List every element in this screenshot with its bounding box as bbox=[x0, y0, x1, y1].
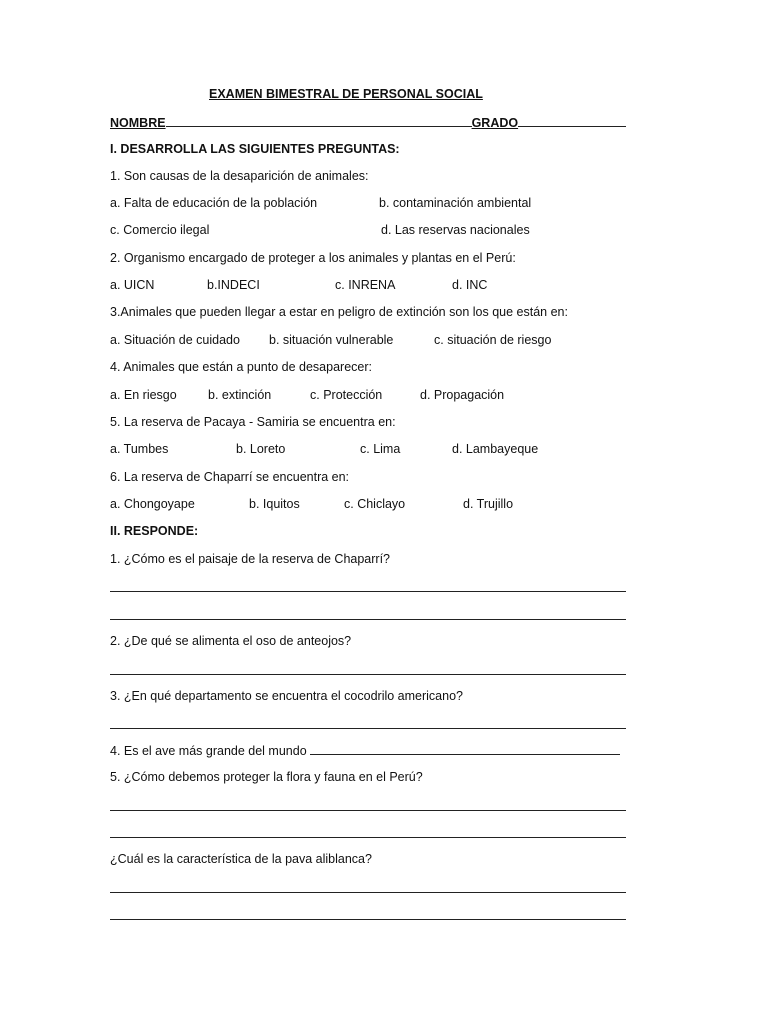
question-1-3-option-c: c. situación de riesgo bbox=[434, 333, 552, 347]
answer-line[interactable] bbox=[110, 892, 626, 893]
question-1-4-option-c: c. Protección bbox=[310, 388, 383, 402]
question-1-4-option-b: b. extinción bbox=[208, 388, 272, 402]
question-1-2: 2. Organismo encargado de proteger a los animales y plantas en el Perú: bbox=[110, 251, 516, 265]
question-2-2: 2. ¿De qué se alimenta el oso de anteojos? bbox=[110, 634, 352, 648]
section-1-heading: I. DESARROLLA LAS SIGUIENTES PREGUNTAS: bbox=[110, 142, 400, 156]
question-1-1-option-b: b. contaminación ambiental bbox=[379, 196, 532, 210]
question-1-6: 6. La reserva de Chaparrí se encuentra en: bbox=[110, 470, 350, 484]
question-2-5: 5. ¿Cómo debemos proteger la flora y fauna en el Perú? bbox=[110, 770, 423, 784]
answer-line[interactable] bbox=[110, 674, 626, 675]
name-field[interactable] bbox=[166, 114, 472, 127]
answer-field[interactable] bbox=[310, 742, 620, 755]
answer-line[interactable] bbox=[110, 591, 626, 592]
grade-label: GRADO bbox=[471, 116, 519, 130]
answer-line[interactable] bbox=[110, 810, 626, 811]
grade-field[interactable] bbox=[518, 114, 626, 127]
name-label: NOMBRE bbox=[110, 116, 166, 130]
question-1-6-option-a: a. Chongoyape bbox=[110, 497, 195, 511]
question-1-5-option-a: a. Tumbes bbox=[110, 442, 169, 456]
exam-title: EXAMEN BIMESTRAL DE PERSONAL SOCIAL bbox=[209, 87, 483, 101]
question-1-5-option-c: c. Lima bbox=[360, 442, 401, 456]
question-1-5-option-b: b. Loreto bbox=[236, 442, 286, 456]
question-1-1: 1. Son causas de la desaparición de animales: bbox=[110, 169, 369, 183]
question-1-4: 4. Animales que están a punto de desaparecer: bbox=[110, 360, 372, 374]
question-1-6-option-b: b. Iquitos bbox=[249, 497, 300, 511]
question-1-1-option-a: a. Falta de educación de la población bbox=[110, 196, 318, 210]
question-1-2-option-b: b.INDECI bbox=[207, 278, 260, 292]
question-1-4-option-d: d. Propagación bbox=[420, 388, 505, 402]
answer-line[interactable] bbox=[110, 837, 626, 838]
question-1-3-option-b: b. situación vulnerable bbox=[269, 333, 394, 347]
question-1-2-option-c: c. INRENA bbox=[335, 278, 396, 292]
question-2-4-row bbox=[110, 742, 620, 759]
question-1-2-option-a: a. UICN bbox=[110, 278, 155, 292]
question-1-3: 3.Animales que pueden llegar a estar en peligro de extinción son los que están en: bbox=[110, 305, 568, 319]
answer-line[interactable] bbox=[110, 728, 626, 729]
question-2-6: ¿Cuál es la característica de la pava aliblanca? bbox=[110, 852, 372, 866]
question-1-5: 5. La reserva de Pacaya - Samiria se encuentra en: bbox=[110, 415, 396, 429]
answer-line[interactable] bbox=[110, 919, 626, 920]
question-1-5-option-d: d. Lambayeque bbox=[452, 442, 539, 456]
section-2-heading: II. RESPONDE: bbox=[110, 524, 199, 538]
question-2-4: 4. Es el ave más grande del mundo bbox=[110, 744, 307, 758]
name-grade-row bbox=[110, 114, 626, 131]
answer-line[interactable] bbox=[110, 619, 626, 620]
question-1-4-option-a: a. En riesgo bbox=[110, 388, 177, 402]
question-1-6-option-d: d. Trujillo bbox=[463, 497, 514, 511]
question-1-6-option-c: c. Chiclayo bbox=[344, 497, 406, 511]
question-1-2-option-d: d. INC bbox=[452, 278, 488, 292]
question-2-3: 3. ¿En qué departamento se encuentra el cocodrilo americano? bbox=[110, 689, 463, 703]
question-1-3-option-a: a. Situación de cuidado bbox=[110, 333, 240, 347]
question-1-1-option-c: c. Comercio ilegal bbox=[110, 223, 210, 237]
question-2-1: 1. ¿Cómo es el paisaje de la reserva de Chaparrí? bbox=[110, 552, 391, 566]
question-1-1-option-d: d. Las reservas nacionales bbox=[381, 223, 530, 237]
